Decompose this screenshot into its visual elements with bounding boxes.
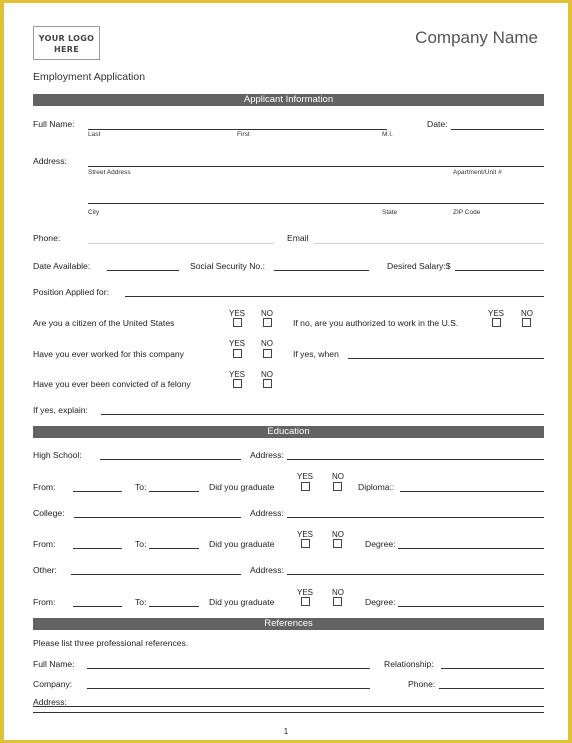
other-degree-field[interactable] (398, 606, 544, 607)
position-field[interactable] (125, 296, 544, 297)
apt-sublabel: Apartment/Unit # (453, 169, 502, 176)
other-address-field[interactable] (287, 574, 544, 575)
ref-address-label: Address: (33, 697, 67, 707)
ref-phone-field[interactable] (439, 688, 544, 689)
form-title: Employment Application (33, 71, 146, 83)
other-yes-checkbox[interactable] (301, 597, 310, 606)
ref-full-name-field[interactable] (87, 668, 370, 669)
other-yes-label: YES (297, 588, 314, 597)
college-address-field[interactable] (287, 517, 544, 518)
felony-question: Have you ever been convicted of a felony (33, 379, 191, 389)
street-sublabel: Street Address (88, 169, 131, 176)
citizen-no-label: NO (261, 309, 273, 318)
worked-no-checkbox[interactable] (263, 349, 272, 358)
date-field[interactable] (451, 129, 544, 130)
felony-no-checkbox[interactable] (263, 379, 272, 388)
hs-from-label: From: (33, 482, 56, 492)
application-page (4, 3, 568, 740)
ref-address-field[interactable] (33, 706, 544, 707)
college-to-label: To: (135, 539, 147, 549)
authorized-question: If no, are you authorized to work in the U.S. (293, 318, 459, 328)
last-sublabel: Last (88, 131, 101, 138)
position-label: Position Applied for: (33, 287, 109, 297)
college-label: College: (33, 508, 65, 518)
phone-field[interactable] (88, 243, 274, 244)
hs-no-label: NO (332, 472, 344, 481)
hs-yes-label: YES (297, 472, 314, 481)
hs-diploma-label: Diploma:: (358, 482, 395, 492)
ref-relationship-field[interactable] (441, 668, 544, 669)
first-sublabel: First (237, 131, 250, 138)
ref-full-name-label: Full Name: (33, 659, 75, 669)
worked-yes-checkbox[interactable] (233, 349, 242, 358)
date-label: Date: (427, 119, 448, 129)
email-label: Email (287, 233, 309, 243)
college-field[interactable] (74, 517, 241, 518)
date-available-label: Date Available: (33, 261, 91, 271)
authorized-yes-label: YES (488, 309, 505, 318)
college-to-field[interactable] (149, 548, 199, 549)
street-address-field[interactable] (88, 166, 544, 167)
authorized-no-label: NO (521, 309, 533, 318)
ref-company-field[interactable] (87, 688, 370, 689)
worked-no-label: NO (261, 339, 273, 348)
high-school-label: High School: (33, 450, 82, 460)
worked-yes-label: YES (229, 339, 246, 348)
hs-no-checkbox[interactable] (333, 482, 342, 491)
hs-diploma-field[interactable] (400, 491, 544, 492)
high-school-address-label: Address: (250, 450, 284, 460)
company-name: Company Name (415, 28, 538, 47)
full-name-field[interactable] (88, 129, 387, 130)
other-address-label: Address: (250, 565, 284, 575)
section-header-applicant: Applicant Information (33, 94, 544, 106)
ref-company-label: Company: (33, 679, 73, 689)
college-yes-checkbox[interactable] (301, 539, 310, 548)
other-school-label: Other: (33, 565, 57, 575)
other-degree-label: Degree: (365, 597, 396, 607)
college-graduate-label: Did you graduate (209, 539, 275, 549)
ssn-field[interactable] (274, 270, 369, 271)
hs-from-field[interactable] (73, 491, 122, 492)
college-from-field[interactable] (73, 548, 122, 549)
college-no-label: NO (332, 530, 344, 539)
address-label: Address: (33, 156, 67, 166)
citizen-no-checkbox[interactable] (263, 318, 272, 327)
felony-no-label: NO (261, 370, 273, 379)
authorized-yes-checkbox[interactable] (492, 318, 501, 327)
citizen-yes-label: YES (229, 309, 246, 318)
explain-label: If yes, explain: (33, 405, 88, 415)
ssn-label: Social Security No.: (190, 261, 265, 271)
college-address-label: Address: (250, 508, 284, 518)
hs-to-label: To: (135, 482, 147, 492)
explain-field[interactable] (101, 414, 544, 415)
worked-question: Have you ever worked for this company (33, 349, 184, 359)
other-from-label: From: (33, 597, 56, 607)
hs-to-field[interactable] (149, 491, 199, 492)
other-no-label: NO (332, 588, 344, 597)
other-from-field[interactable] (73, 606, 122, 607)
email-field[interactable] (314, 243, 544, 244)
hs-graduate-label: Did you graduate (209, 482, 275, 492)
citizen-yes-checkbox[interactable] (233, 318, 242, 327)
page-number: 1 (283, 727, 289, 736)
college-degree-field[interactable] (398, 548, 544, 549)
mi-sublabel: M.I. (382, 131, 393, 138)
full-name-label: Full Name: (33, 119, 75, 129)
college-from-label: From: (33, 539, 56, 549)
ref-relationship-label: Relationship: (384, 659, 434, 669)
logo-text-line2: HERE (54, 45, 79, 54)
zip-sublabel: ZIP Code (453, 209, 481, 216)
felony-yes-checkbox[interactable] (233, 379, 242, 388)
phone-label: Phone: (33, 233, 61, 243)
state-sublabel: State (382, 209, 398, 216)
city-state-zip-field[interactable] (88, 203, 544, 204)
date-available-field[interactable] (107, 270, 179, 271)
college-no-checkbox[interactable] (333, 539, 342, 548)
ref-phone-label: Phone: (408, 679, 436, 689)
hs-yes-checkbox[interactable] (301, 482, 310, 491)
ref-address-underline (33, 712, 544, 713)
when-field[interactable] (348, 358, 544, 359)
other-to-label: To: (135, 597, 147, 607)
section-header-education: Education (33, 426, 544, 438)
desired-salary-label: Desired Salary:$ (387, 261, 451, 271)
college-yes-label: YES (297, 530, 314, 539)
other-no-checkbox[interactable] (333, 597, 342, 606)
logo-placeholder (33, 26, 100, 60)
high-school-field[interactable] (100, 459, 241, 460)
felony-yes-label: YES (229, 370, 246, 379)
authorized-no-checkbox[interactable] (522, 318, 531, 327)
other-to-field[interactable] (149, 606, 199, 607)
city-sublabel: City (88, 209, 100, 216)
references-instructions: Please list three professional references. (33, 638, 189, 648)
other-graduate-label: Did you graduate (209, 597, 275, 607)
high-school-address-field[interactable] (287, 459, 544, 460)
desired-salary-field[interactable] (455, 270, 544, 271)
logo-text-line1: YOUR LOGO (38, 34, 95, 43)
college-degree-label: Degree: (365, 539, 396, 549)
when-label: If yes, when (293, 349, 339, 359)
citizen-question: Are you a citizen of the United States (33, 318, 175, 328)
other-school-field[interactable] (71, 574, 241, 575)
section-header-references: References (33, 618, 544, 630)
